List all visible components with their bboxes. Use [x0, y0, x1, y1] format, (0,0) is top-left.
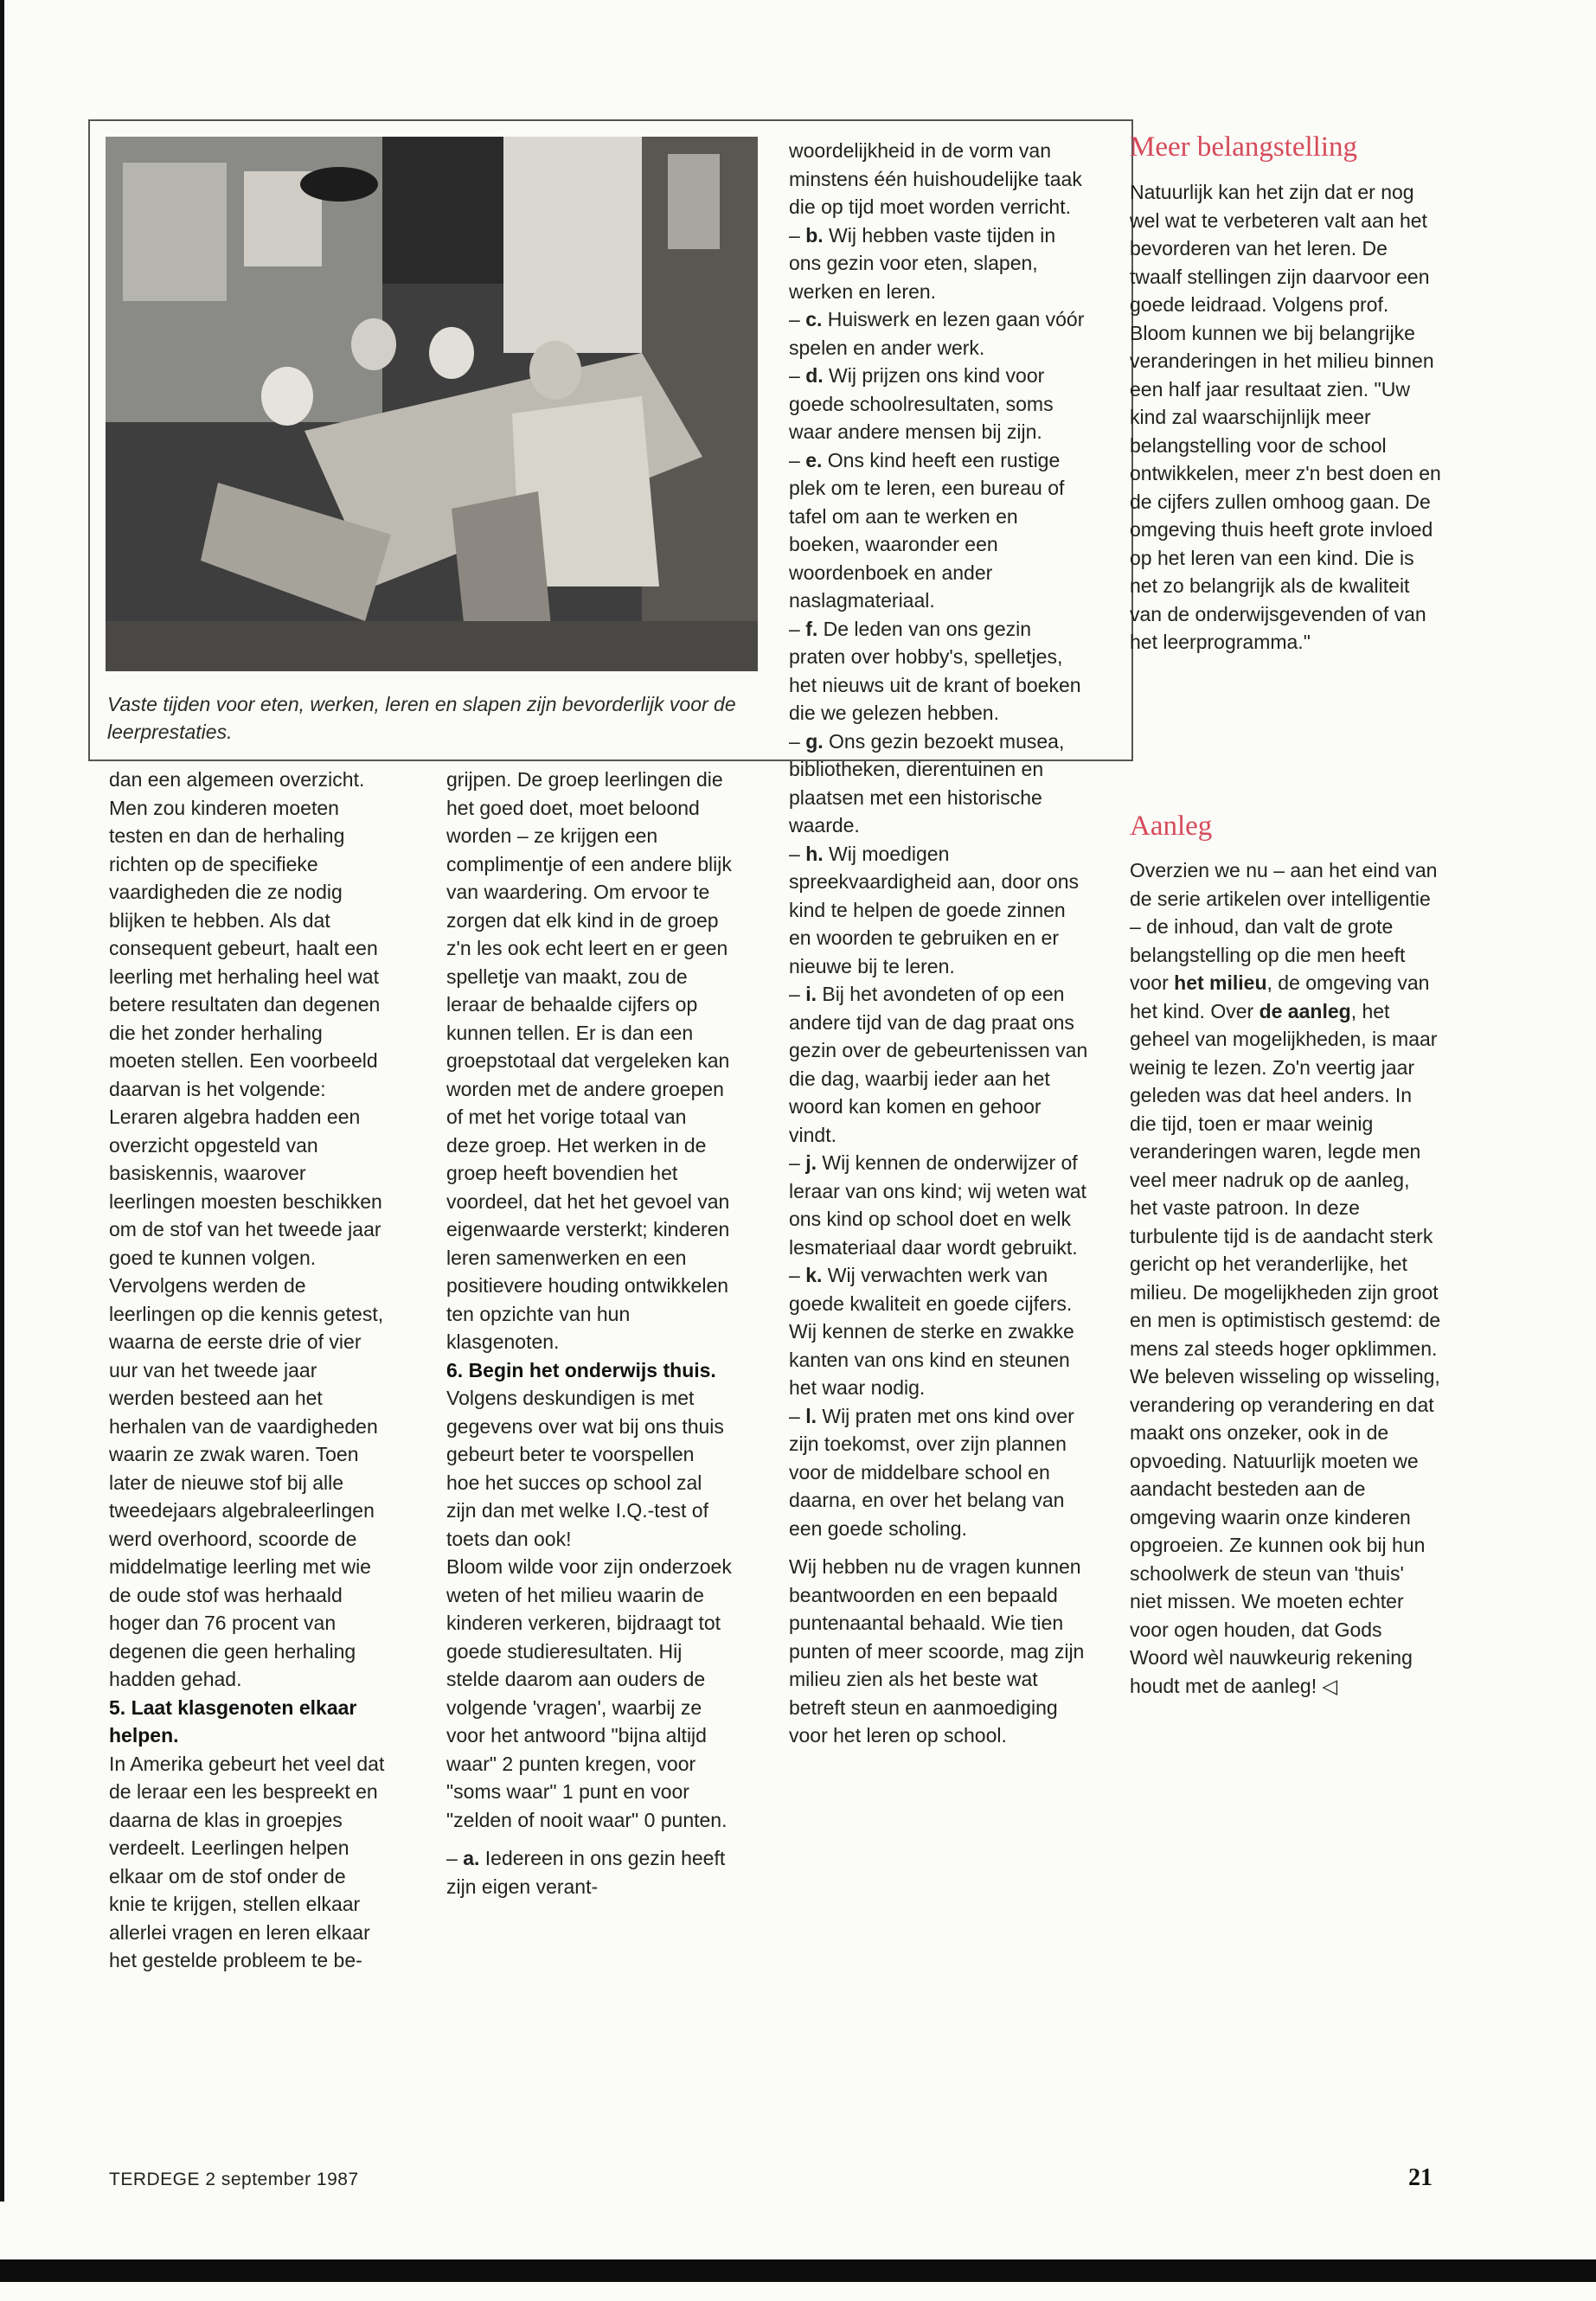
body-paragraph: woordelijkheid in de vorm van minstens één huishoudelijke taak die op tijd moet worden verricht. — [789, 139, 1082, 218]
list-item: – c. Huiswerk en lezen gaan vóór spelen en ander werk. — [789, 308, 1085, 359]
list-item-label: k. — [805, 1264, 823, 1286]
list-item-label: b. — [805, 223, 824, 247]
list-item: – i. Bij het avondeten of op een andere tijd van de dag praat ons gezin over de gebeurtenissen van die dag, waarbij ieder aan het woord kan komen en gehoor vindt. — [789, 983, 1088, 1146]
list-item-text: Ons gezin bezoekt musea, bibliotheken, dierentuinen en plaatsen met een historische waarde. — [789, 729, 1065, 836]
list-item-text: Wij verwachten werk van goede kwaliteit en goede cijfers. Wij kennen de sterke en zwakke kanten van ons kind en steunen het waar nodig. — [789, 1264, 1074, 1399]
photo-caption: Vaste tijden voor eten, werken, leren en slapen zijn bevorderlijk voor de leerprestaties. — [107, 693, 736, 743]
section-heading-meer-belangstelling: Meer belangstelling — [1130, 131, 1358, 163]
list-item: – h. Wij moedigen spreekvaardigheid aan, door ons kind te helpen de goede zinnen en woorden te gebruiken en er nieuwe bij te leren. — [789, 842, 1080, 977]
scan-edge-left — [0, 0, 4, 2202]
list-item: – l. Wij praten met ons kind over zijn toekomst, over zijn plannen voor de middelbare school en daarna, en over het belang van een goede scholing. — [789, 1404, 1074, 1540]
list-item-text: Wij prijzen ons kind voor goede schoolresultaten, soms waar andere mensen bij zijn. — [789, 364, 1054, 443]
list-item-label: h. — [805, 842, 824, 865]
bold-term-aanleg: de aanleg — [1259, 999, 1351, 1022]
family-dinner-photo — [106, 137, 758, 671]
column-4-continued — [1130, 856, 1441, 1700]
list-item-text: Wij praten met ons kind over zijn toekomst, over zijn plannen voor de middelbare school en daarna, en over het belang van een goede scholing. — [789, 1404, 1074, 1540]
list-item: – k. Wij verwachten werk van goede kwaliteit en goede cijfers. Wij kennen de sterke en zwakke kanten van ons kind en steunen het waar nodig. — [789, 1264, 1074, 1399]
list-item: – d. Wij prijzen ons kind voor goede schoolresultaten, soms waar andere mensen bij zijn. — [789, 364, 1054, 443]
body-paragraph: Bloom wilde voor zijn onderzoek weten of het milieu waarin de kinderen verkeren, bijdraagt tot goede studieresultaten. Hij stelde daarom aan ouders de volgende 'vragen', waarbij ze voor het antwoord "bijna altijd waar" 2 punten kregen, voor "soms waar" 1 punt en voor "zelden of nooit waar" 0 punten. — [446, 1555, 732, 1831]
body-paragraph: Leraren algebra hadden een overzicht opgesteld van basiskennis, waarover leerlingen moesten beschikken om de stof van het tweede jaar goed te kunnen volgen. Vervolgens werden de leerlingen op die kennis getest, waarna de eerste drie of vier uur van het tweede jaar werden besteed aan het herhalen van de vaardigheden waarin ze zwak waren. Toen later de nieuwe stof bij alle tweedejaars algebraleerlingen werd overhoord, scoorde de middelmatige leerling met wie de oude stof was herhaald hoger dan 76 procent van degenen die geen herhaling hadden gehad. — [109, 1106, 384, 1690]
body-paragraph — [1130, 856, 1441, 1700]
list-item-text: Bij het avondeten of op een andere tijd van de dag praat ons gezin over de gebeurtenissen van die dag, waarbij ieder aan het woord kan komen en gehoor vindt. — [789, 983, 1088, 1146]
text-run: , de omgeving van het kind. Over — [1130, 971, 1430, 1022]
body-paragraph: In Amerika gebeurt het veel dat de leraar een les bespreekt en daarna de klas in groepjes verdeelt. Leerlingen helpen elkaar om de stof onder de knie te krijgen, stellen elkaar allerlei vragen en leren elkaar het gestelde probleem te be- — [109, 1752, 385, 1971]
text-run: , het geheel van mogelijkheden, is maar weinig te lezen. Zo'n veertig jaar geleden was dat heel anders. In die tijd, toen er maar weinig veranderingen waren, legde men veel meer nadruk op de aanleg, het vaste patroon. In deze turbulente tijd is de aandacht sterk gericht op het veranderlijke, het milieu. De mogelijkheden zijn groot en men is optimistisch gestemd: de mens zal steeds hoger opklimmen. We beleven wisseling op wisseling, verandering op verandering en dat maakt ons onzeker, ook in de opvoeding. Natuurlijk moeten we aandacht besteden aan de omgeving waarin onze kinderen opgroeien. Ze kunnen ook bij hun schoolwerk de steun van 'thuis' niet missen. We moeten echter voor ogen houden, dat Gods Woord wèl nauwkeurig rekening houdt met de aanleg! — [1130, 999, 1441, 1697]
list-item-label: d. — [805, 364, 824, 387]
list-item-label: e. — [805, 448, 823, 471]
list-item-text: De leden van ons gezin praten over hobby's, spelletjes, het nieuws uit de krant of boeken die we gelezen hebben. — [789, 617, 1081, 724]
list-item-label: a. — [463, 1847, 480, 1869]
page-number: 21 — [1408, 2164, 1433, 2191]
list-item-text: Wij kennen de onderwijzer of leraar van ons kind; wij weten wat ons kind op school doet en welk lesmateriaal daar wordt gebruikt. — [789, 1151, 1086, 1259]
section-heading-aanleg: Aanleg — [1130, 811, 1213, 842]
body-paragraph: grijpen. De groep leerlingen die het goed doet, moet beloond worden – ze krijgen een complimentje of een andere blijk van waardering. Om ervoor te zorgen dat elk kind in de groep z'n les ook echt leert en er geen spelletje van maakt, zou de leraar de behaalde cijfers op kunnen tellen. Er is dan een groepstotaal dat vergeleken kan worden met de andere groepen of met het vorige totaal van deze groep. Het werken in de groep heeft bovendien het voordeel, dat het het gevoel van eigenwaarde versterkt; kinderen leren samenwerken en een positievere houding ontwikkelen ten opzichte van hun klasgenoten. — [446, 768, 732, 1353]
list-item: – b. Wij hebben vaste tijden in ons gezin voor eten, slapen, werken en leren. — [789, 223, 1056, 303]
footer-publication: TERDEGE 2 september 1987 — [109, 2170, 359, 2189]
list-item: – e. Ons kind heeft een rustige plek om te leren, een bureau of tafel om aan te werken en boeken, waaronder een woordenboek en ander naslagmateriaal. — [789, 448, 1065, 612]
list-item-label: l. — [805, 1404, 817, 1427]
section-heading-5: 5. Laat klasgenoten elkaar helpen. — [109, 1695, 357, 1747]
list-item-label: i. — [805, 983, 817, 1005]
column-3 — [789, 137, 1090, 1750]
list-item-text: Ons kind heeft een rustige plek om te leren, een bureau of tafel om aan te werken en boeken, waaronder een woordenboek en ander naslagmateriaal. — [789, 448, 1065, 612]
column-4 — [1130, 178, 1441, 657]
list-item-label: g. — [805, 729, 824, 753]
list-item-text: Wij moedigen spreekvaardigheid aan, door ons kind te helpen de goede zinnen en woorden te gebruiken en er nieuwe bij te leren. — [789, 842, 1080, 977]
list-item-text: Iedereen in ons gezin heeft zijn eigen verant- — [446, 1847, 726, 1898]
list-item-label: j. — [805, 1151, 817, 1174]
bold-term-milieu: het milieu — [1174, 971, 1267, 994]
body-paragraph: Wij hebben nu de vragen kunnen beantwoorden en een bepaald puntenaantal behaald. Wie tien punten of meer scoorde, mag zijn milieu zien als het beste wat betreft steun en aanmoediging voor het leren op school. — [789, 1555, 1085, 1747]
list-item-text: Huiswerk en lezen gaan vóór spelen en ander werk. — [789, 308, 1085, 359]
column-1 — [109, 766, 386, 1975]
section-heading-6: 6. Begin het onderwijs thuis. — [446, 1358, 716, 1381]
list-item-label: f. — [805, 617, 818, 640]
end-mark-icon: ◁ — [1322, 1674, 1338, 1697]
body-paragraph: dan een algemeen overzicht. Men zou kinderen moeten testen en dan de herhaling richten op de specifieke vaardigheden die ze nodig blijken te hebben. Als dat consequent gebeurt, haalt een leerling met herhaling heel wat betere resultaten dan degenen die het zonder herhaling moeten stellen. Een voorbeeld daarvan is het volgende: — [109, 768, 381, 1100]
list-item-text: Wij hebben vaste tijden in ons gezin voor eten, slapen, werken en leren. — [789, 223, 1056, 303]
list-item: – f. De leden van ons gezin praten over hobby's, spelletjes, het nieuws uit de krant of boeken die we gelezen hebben. — [789, 617, 1081, 724]
list-item: – j. Wij kennen de onderwijzer of leraar van ons kind; wij weten wat ons kind op school doet en welk lesmateriaal daar wordt gebruikt. — [789, 1151, 1086, 1259]
list-item: – g. Ons gezin bezoekt musea, bibliotheken, dierentuinen en plaatsen met een historische waarde. — [789, 729, 1065, 836]
text-run: Overzien we nu – aan het eind van de serie artikelen over intelligentie – de inhoud, dan valt de grote belangstelling op die men heeft voor — [1130, 859, 1438, 994]
column-2 — [446, 766, 732, 1900]
body-paragraph: Natuurlijk kan het zijn dat er nog wel wat te verbeteren valt aan het bevorderen van het leren. De twaalf stellingen zijn daarvoor een goede leidraad. Volgens prof. Bloom kunnen we bij belangrijke veranderingen in het milieu binnen een half jaar resultaat zien. "Uw kind zal waarschijnlijk meer belangstelling voor de school ontwikkelen, meer z'n best doen en de cijfers zullen omhoog gaan. De omgeving thuis heeft grote invloed op het leren van een kind. Die is net zo belangrijk als de kwaliteit van de onderwijsgevenden of van het leerprogramma." — [1130, 181, 1441, 653]
list-item-label: c. — [805, 308, 823, 330]
body-paragraph: Volgens deskundigen is met gegevens over wat bij ons thuis gebeurt beter te voorspellen hoe het succes op school zal zijn dan met welke I.Q.-test of toets dan ook! — [446, 1387, 724, 1550]
list-item: – a. Iedereen in ons gezin heeft zijn eigen verant- — [446, 1847, 726, 1898]
scan-edge-bottom — [0, 2259, 1596, 2282]
